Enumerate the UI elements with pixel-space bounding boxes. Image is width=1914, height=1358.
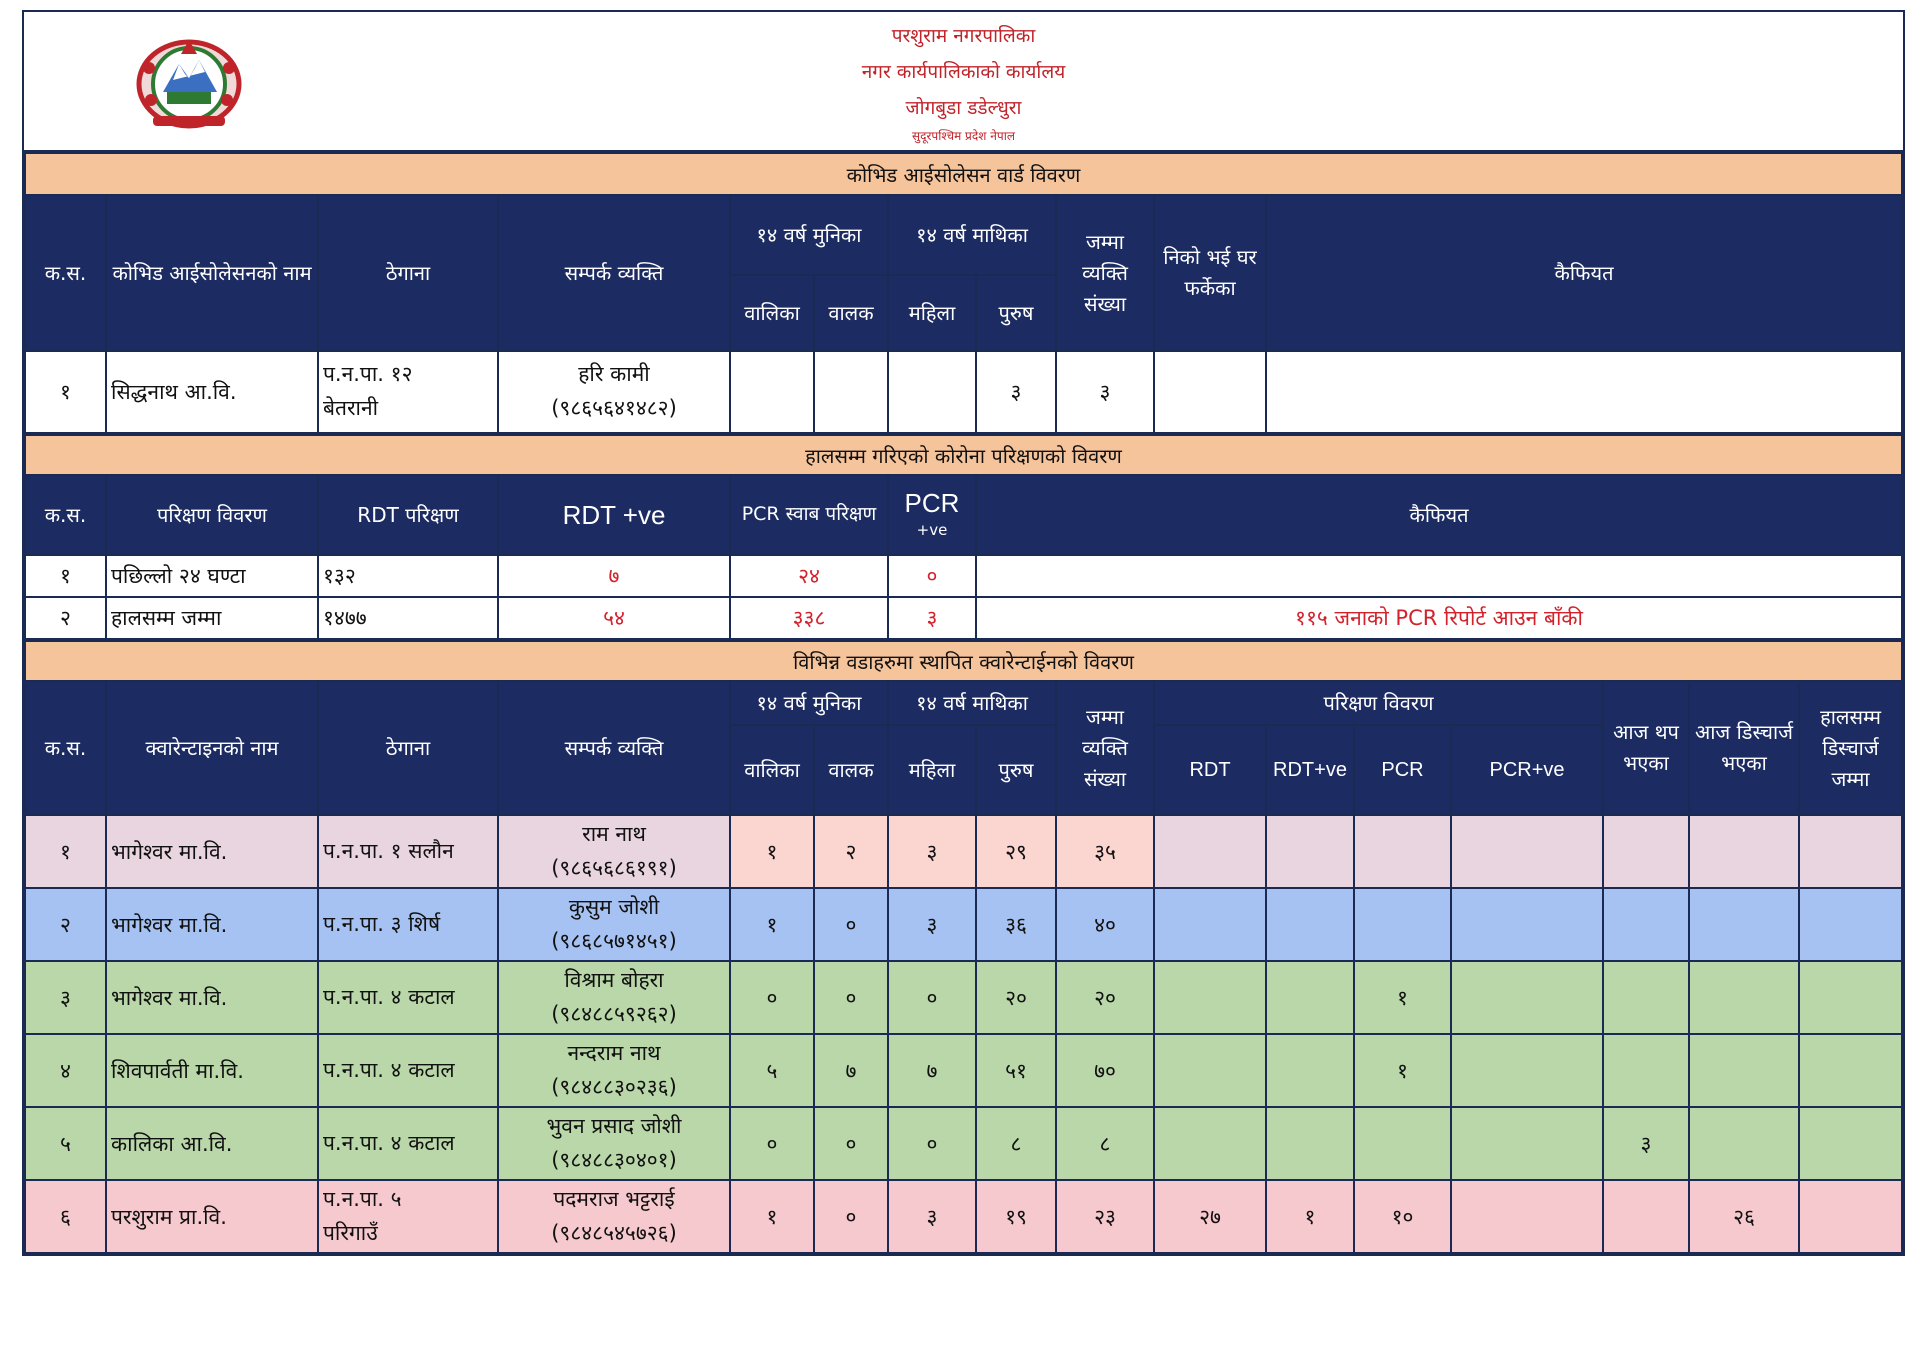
- cell-discharged-today: [1689, 815, 1799, 888]
- col-added-today: आज थप भएका: [1603, 681, 1689, 815]
- col-rdt: RDT: [1154, 725, 1266, 815]
- cell-pcr: ३३८: [730, 597, 888, 639]
- cell-female: ३: [888, 815, 976, 888]
- cell-rdt: [1154, 1034, 1266, 1107]
- cell-female: ३: [888, 1180, 976, 1253]
- cell-rdt: [1154, 888, 1266, 961]
- col-isolation-name: कोभिड आईसोलेसनको नाम: [106, 195, 318, 351]
- section-band: [25, 435, 1902, 475]
- cell-contact: पदमराज भट्टराई (९८४८५४५७२६): [498, 1180, 730, 1253]
- cell-pcr-positive: [1451, 1034, 1603, 1107]
- col-over-14: १४ वर्ष माथिका: [888, 195, 1056, 275]
- cell-male: ३६: [976, 888, 1056, 961]
- cell-pcr-positive: ३: [888, 597, 976, 639]
- cell-girl: ०: [730, 1107, 814, 1180]
- testing-table: [24, 434, 1903, 640]
- cell-sn: ४: [25, 1034, 106, 1107]
- cell-female: ७: [888, 1034, 976, 1107]
- cell-rdt-positive: १: [1266, 1180, 1354, 1253]
- cell-name: शिवपार्वती मा.वि.: [106, 1034, 318, 1107]
- cell-contact: कुसुम जोशी (९८६८५७१४५१): [498, 888, 730, 961]
- col-rdt-positive: RDT +ve: [498, 475, 730, 555]
- cell-boy: ०: [814, 1107, 888, 1180]
- isolation-ward-table: [24, 152, 1903, 434]
- header-row: [25, 195, 1902, 275]
- cell-contact: राम नाथ (९८६५६८६१९१): [498, 815, 730, 888]
- cell-discharged-today: [1689, 1034, 1799, 1107]
- col-test-detail: परिक्षण विवरण: [1154, 681, 1603, 725]
- cell-boy: ०: [814, 888, 888, 961]
- cell-added-today: [1603, 961, 1689, 1034]
- cell-total: ७०: [1056, 1034, 1154, 1107]
- cell-address: प.न.पा. ४ कटाल: [318, 1107, 498, 1180]
- cell-rdt-positive: [1266, 815, 1354, 888]
- table-row: [25, 815, 1902, 888]
- cell-discharged-total: [1799, 888, 1902, 961]
- cell-address: प.न.पा. ५ परिगाउँ: [318, 1180, 498, 1253]
- cell-added-today: [1603, 1180, 1689, 1253]
- col-female: महिला: [888, 725, 976, 815]
- cell-pcr-positive: [1451, 815, 1603, 888]
- col-contact: सम्पर्क व्यक्ति: [498, 195, 730, 351]
- table-row: [25, 597, 1902, 639]
- col-total: जम्मा व्यक्ति संख्या: [1056, 195, 1154, 351]
- isolation-section-title: कोभिड आईसोलेसन वार्ड विवरण: [25, 153, 1902, 195]
- cell-address: प.न.पा. १ सलौन: [318, 815, 498, 888]
- cell-boy: ७: [814, 1034, 888, 1107]
- cell-pcr: [1354, 1107, 1451, 1180]
- col-total: जम्मा व्यक्ति संख्या: [1056, 681, 1154, 815]
- col-recovered: निको भई घर फर्केका: [1154, 195, 1266, 351]
- cell-pcr: २४: [730, 555, 888, 597]
- cell-remarks: [1266, 351, 1902, 433]
- cell-total: ३: [1056, 351, 1154, 433]
- cell-recovered: [1154, 351, 1266, 433]
- cell-discharged-total: [1799, 961, 1902, 1034]
- cell-rdt: [1154, 961, 1266, 1034]
- cell-total: २०: [1056, 961, 1154, 1034]
- cell-name: परशुराम प्रा.वि.: [106, 1180, 318, 1253]
- office-name: नगर कार्यपालिकाको कार्यालय: [861, 61, 1066, 83]
- cell-female: [888, 351, 976, 433]
- cell-pcr-positive: [1451, 1180, 1603, 1253]
- col-sn: क.स.: [25, 475, 106, 555]
- letterhead: [24, 12, 1903, 152]
- cell-rdt-positive: ७: [498, 555, 730, 597]
- col-contact: सम्पर्क व्यक्ति: [498, 681, 730, 815]
- cell-contact: हरि कामी (९८६५६४१४८२): [498, 351, 730, 433]
- cell-pcr-positive: [1451, 961, 1603, 1034]
- col-rdt: RDT परिक्षण: [318, 475, 498, 555]
- col-pcr-positive: PCR +ve: [888, 475, 976, 555]
- cell-girl: ०: [730, 961, 814, 1034]
- office-title-block: [24, 18, 1903, 146]
- col-boy: वालक: [814, 275, 888, 351]
- cell-total: ३५: [1056, 815, 1154, 888]
- cell-girl: १: [730, 888, 814, 961]
- section-band: [25, 153, 1902, 195]
- cell-added-today: [1603, 888, 1689, 961]
- cell-address: प.न.पा. ३ शिर्ष: [318, 888, 498, 961]
- cell-female: ३: [888, 888, 976, 961]
- cell-detail: हालसम्म जम्मा: [106, 597, 318, 639]
- cell-name: सिद्धनाथ आ.वि.: [106, 351, 318, 433]
- cell-address: प.न.पा. १२ बेतरानी: [318, 351, 498, 433]
- cell-pcr-positive: ०: [888, 555, 976, 597]
- cell-added-today: ३: [1603, 1107, 1689, 1180]
- cell-pcr: [1354, 815, 1451, 888]
- cell-name: कालिका आ.वि.: [106, 1107, 318, 1180]
- col-sn: क.स.: [25, 195, 106, 351]
- office-location: जोगबुडा डडेल्धुरा: [905, 97, 1022, 119]
- cell-rdt: [1154, 815, 1266, 888]
- cell-male: ३: [976, 351, 1056, 433]
- cell-total: २३: [1056, 1180, 1154, 1253]
- cell-male: ८: [976, 1107, 1056, 1180]
- section-band: [25, 641, 1902, 681]
- cell-name: भागेश्वर मा.वि.: [106, 815, 318, 888]
- cell-discharged-today: [1689, 1107, 1799, 1180]
- cell-sn: २: [25, 888, 106, 961]
- table-row: [25, 961, 1902, 1034]
- province-name: सुदूरपश्चिम प्रदेश नेपाल: [912, 129, 1015, 143]
- cell-contact: विश्राम बोहरा (९८४८८५९२६२): [498, 961, 730, 1034]
- cell-contact: नन्दराम नाथ (९८४८८३०२३६): [498, 1034, 730, 1107]
- cell-girl: [730, 351, 814, 433]
- header-row: [25, 681, 1902, 725]
- col-over-14: १४ वर्ष माथिका: [888, 681, 1056, 725]
- table-row: [25, 555, 1902, 597]
- cell-sn: २: [25, 597, 106, 639]
- cell-sn: १: [25, 351, 106, 433]
- quarantine-rows: [25, 815, 1902, 1253]
- cell-sn: ६: [25, 1180, 106, 1253]
- cell-discharged-today: २६: [1689, 1180, 1799, 1253]
- col-remarks: कैफियत: [976, 475, 1902, 555]
- col-male: पुरुष: [976, 725, 1056, 815]
- cell-girl: १: [730, 815, 814, 888]
- municipality-name: परशुराम नगरपालिका: [891, 25, 1036, 47]
- cell-rdt-positive: ५४: [498, 597, 730, 639]
- cell-discharged-total: [1799, 1034, 1902, 1107]
- cell-male: १९: [976, 1180, 1056, 1253]
- cell-girl: १: [730, 1180, 814, 1253]
- cell-rdt-positive: [1266, 961, 1354, 1034]
- col-under-14: १४ वर्ष मुनिका: [730, 681, 888, 725]
- cell-rdt-positive: [1266, 888, 1354, 961]
- cell-discharged-today: [1689, 888, 1799, 961]
- cell-rdt: १३२: [318, 555, 498, 597]
- col-pcr-positive: PCR+ve: [1451, 725, 1603, 815]
- cell-pcr-positive: [1451, 888, 1603, 961]
- cell-discharged-today: [1689, 961, 1799, 1034]
- cell-rdt-positive: [1266, 1034, 1354, 1107]
- quarantine-section-title: विभिन्न वडाहरुमा स्थापित क्वारेन्टाईनको विवरण: [25, 641, 1902, 681]
- cell-detail: पछिल्लो २४ घण्टा: [106, 555, 318, 597]
- cell-discharged-total: [1799, 815, 1902, 888]
- col-sn: क.स.: [25, 681, 106, 815]
- cell-added-today: [1603, 815, 1689, 888]
- cell-name: भागेश्वर मा.वि.: [106, 961, 318, 1034]
- cell-female: ०: [888, 1107, 976, 1180]
- table-row: [25, 1180, 1902, 1253]
- col-rdt-positive: RDT+ve: [1266, 725, 1354, 815]
- cell-sn: ३: [25, 961, 106, 1034]
- table-row: [25, 1034, 1902, 1107]
- cell-pcr-positive: [1451, 1107, 1603, 1180]
- col-address: ठेगाना: [318, 195, 498, 351]
- cell-pcr: १०: [1354, 1180, 1451, 1253]
- table-row: [25, 1107, 1902, 1180]
- cell-address: प.न.पा. ४ कटाल: [318, 961, 498, 1034]
- cell-male: ५१: [976, 1034, 1056, 1107]
- cell-boy: २: [814, 815, 888, 888]
- cell-boy: ०: [814, 961, 888, 1034]
- cell-girl: ५: [730, 1034, 814, 1107]
- col-girl: वालिका: [730, 725, 814, 815]
- cell-address: प.न.पा. ४ कटाल: [318, 1034, 498, 1107]
- cell-male: २९: [976, 815, 1056, 888]
- cell-name: भागेश्वर मा.वि.: [106, 888, 318, 961]
- cell-sn: १: [25, 815, 106, 888]
- cell-sn: १: [25, 555, 106, 597]
- col-boy: वालक: [814, 725, 888, 815]
- col-discharged-total: हालसम्म डिस्चार्ज जम्मा: [1799, 681, 1902, 815]
- col-pcr-swab: PCR स्वाब परिक्षण: [730, 475, 888, 555]
- col-female: महिला: [888, 275, 976, 351]
- covid-report-sheet: [22, 10, 1905, 1256]
- cell-boy: [814, 351, 888, 433]
- cell-female: ०: [888, 961, 976, 1034]
- col-male: पुरुष: [976, 275, 1056, 351]
- cell-remarks: [976, 555, 1902, 597]
- cell-rdt-positive: [1266, 1107, 1354, 1180]
- cell-contact: भुवन प्रसाद जोशी (९८४८८३०४०१): [498, 1107, 730, 1180]
- header-row: [25, 475, 1902, 555]
- col-discharged-today: आज डिस्चार्ज भएका: [1689, 681, 1799, 815]
- cell-total: ४०: [1056, 888, 1154, 961]
- cell-rdt: १४७७: [318, 597, 498, 639]
- quarantine-table: [24, 640, 1903, 1254]
- col-test-detail: परिक्षण विवरण: [106, 475, 318, 555]
- cell-boy: ०: [814, 1180, 888, 1253]
- cell-discharged-total: [1799, 1107, 1902, 1180]
- cell-sn: ५: [25, 1107, 106, 1180]
- testing-section-title: हालसम्म गरिएको कोरोना परिक्षणको विवरण: [25, 435, 1902, 475]
- cell-total: ८: [1056, 1107, 1154, 1180]
- col-quarantine-name: क्वारेन्टाइनको नाम: [106, 681, 318, 815]
- col-girl: वालिका: [730, 275, 814, 351]
- col-remarks: कैफियत: [1266, 195, 1902, 351]
- cell-pcr: [1354, 888, 1451, 961]
- col-pcr: PCR: [1354, 725, 1451, 815]
- cell-rdt: २७: [1154, 1180, 1266, 1253]
- cell-added-today: [1603, 1034, 1689, 1107]
- cell-pcr: १: [1354, 1034, 1451, 1107]
- cell-remarks: ११५ जनाको PCR रिपोर्ट आउन बाँकी: [976, 597, 1902, 639]
- cell-rdt: [1154, 1107, 1266, 1180]
- cell-discharged-total: [1799, 1180, 1902, 1253]
- cell-pcr: १: [1354, 961, 1451, 1034]
- table-row: [25, 888, 1902, 961]
- cell-male: २०: [976, 961, 1056, 1034]
- col-address: ठेगाना: [318, 681, 498, 815]
- col-under-14: १४ वर्ष मुनिका: [730, 195, 888, 275]
- table-row: [25, 351, 1902, 433]
